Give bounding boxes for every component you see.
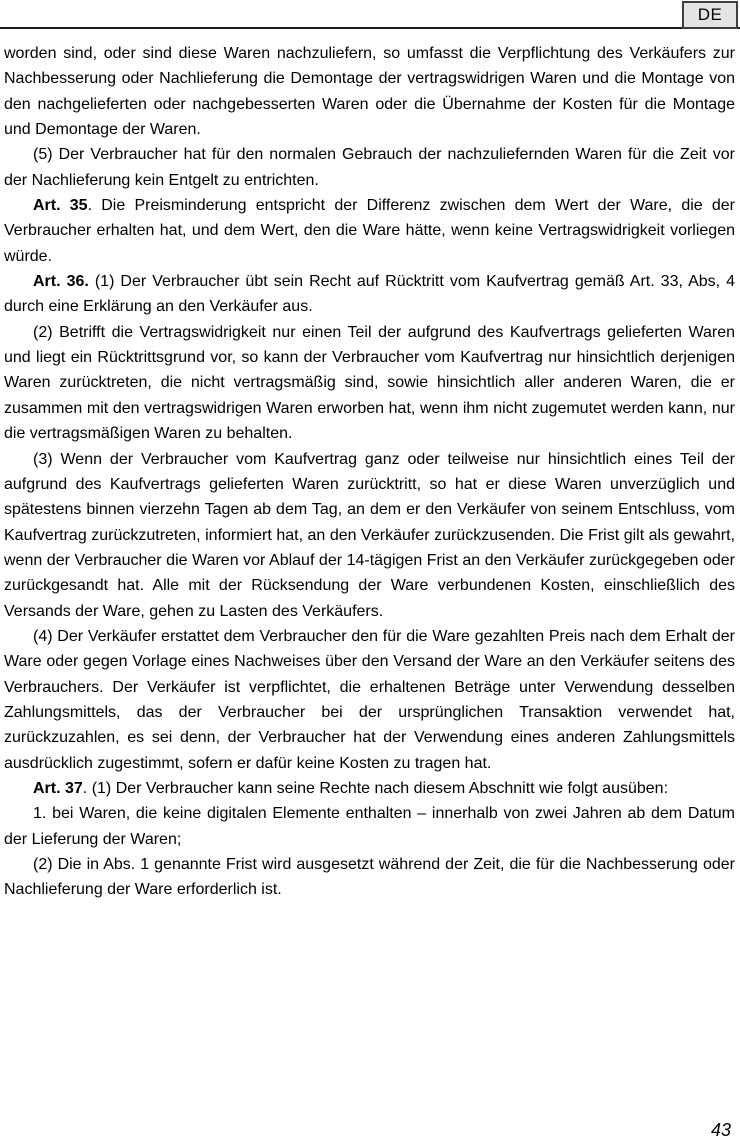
article-number: Art. 36. bbox=[33, 273, 89, 291]
paragraph bbox=[4, 142, 735, 193]
page-header bbox=[0, 0, 740, 29]
paragraph bbox=[4, 320, 735, 447]
paragraph-text: (4) Der Verkäufer erstattet dem Verbraucher den für die Ware gezahlten Preis nach dem Erhalt der Ware oder gegen Vorlage eines Nachweises über den Versand der Ware an den Verkäufer seitens des Verbrauchers. Der Verkäufer ist verpflichtet, die erhaltenen Beträge unter Verwendung desselben Zahlungsmittels, das der Verbraucher bei der ursprünglichen Transaktion verwendet hat, zurückzuzahlen, es sei denn, der Verbraucher hat der Verwendung eines anderen Zahlungsmittels ausdrücklich zugestimmt, sofern er dafür keine Kosten zu tragen hat. bbox=[4, 627, 735, 772]
document-body bbox=[4, 41, 735, 903]
paragraph bbox=[4, 193, 735, 269]
page-number: 43 bbox=[710, 1120, 731, 1140]
paragraph-text: worden sind, oder sind diese Waren nachzuliefern, so umfasst die Verpflichtung des Verkäufers zur Nachbesserung oder Nachlieferung die Demontage der vertragswidrigen Waren und die Montage von den nachgelieferten oder nachgebesserten Waren oder die Übernahme der Kosten für die Montage und Demontage der Waren. bbox=[4, 45, 735, 139]
paragraph bbox=[4, 776, 735, 801]
paragraph bbox=[4, 447, 735, 624]
paragraph bbox=[4, 269, 735, 320]
header-rule bbox=[0, 27, 740, 29]
paragraph-text: (2) Betrifft die Vertragswidrigkeit nur einen Teil der aufgrund des Kaufvertrags gelieferten Waren und liegt ein Rücktrittsgrund vor, so kann der Verbraucher vom Kaufvertrag nur hinsichtlich derjenigen Waren zurücktreten, die nicht vertragsmäßig sind, sowie hinsichtlich aller anderen Waren, die er zusammen mit den vertragswidrigen Waren erworben hat, wenn ihm nicht zugemutet werden kann, nur die vertragsmäßigen Waren zu behalten. bbox=[4, 323, 735, 443]
paragraph bbox=[4, 41, 735, 142]
paragraph-text: (1) Der Verbraucher übt sein Recht auf Rücktritt vom Kaufvertrag gemäß Art. 33, Abs, 4 durch eine Erklärung an den Verkäufer aus. bbox=[4, 273, 735, 316]
paragraph-text: (2) Die in Abs. 1 genannte Frist wird ausgesetzt während der Zeit, die für die Nachbesserung oder Nachlieferung der Ware erforderlich ist. bbox=[4, 856, 735, 899]
paragraph-text: 1. bei Waren, die keine digitalen Elemente enthalten – innerhalb von zwei Jahren ab dem Datum der Lieferung der Waren; bbox=[4, 805, 735, 848]
paragraph bbox=[4, 852, 735, 903]
paragraph bbox=[4, 624, 735, 776]
paragraph-text: . Die Preisminderung entspricht der Differenz zwischen dem Wert der Ware, die der Verbraucher erhalten hat, und dem Wert, den die Ware hätte, wenn keine Vertragswidrigkeit vorliegen würde. bbox=[4, 197, 736, 265]
language-badge: DE bbox=[682, 1, 738, 29]
paragraph-text: . (1) Der Verbraucher kann seine Rechte nach diesem Abschnitt wie folgt ausüben: bbox=[82, 779, 669, 797]
article-number: Art. 37 bbox=[33, 779, 83, 797]
paragraph-text: (3) Wenn der Verbraucher vom Kaufvertrag ganz oder teilweise nur hinsichtlich eines Teil der aufgrund des Kaufvertrags gelieferten Waren zurücktritt, so hat er diese Waren unverzüglich und spätestens binnen vierzehn Tagen ab dem Tag, an dem er den Verkäufer von seinem Entschluss, vom Kaufvertrag zurückzutreten, informiert hat, an den Verkäufer zurückzusenden. Die Frist gilt als gewahrt, wenn der Verbraucher die Waren vor Ablauf der 14-tägigen Frist an den Verkäufer zurückgegeben oder zurückgesandt hat. Alle mit der Rücksendung der Ware verbundenen Kosten, einschließlich des Versands der Ware, gehen zu Lasten des Verkäufers. bbox=[4, 450, 735, 620]
article-number: Art. 35 bbox=[33, 197, 88, 215]
paragraph-text: (5) Der Verbraucher hat für den normalen Gebrauch der nachzuliefernden Waren für die Zeit vor der Nachlieferung kein Entgelt zu entrichten. bbox=[4, 146, 735, 189]
page-footer bbox=[711, 1120, 731, 1141]
paragraph bbox=[4, 801, 735, 852]
